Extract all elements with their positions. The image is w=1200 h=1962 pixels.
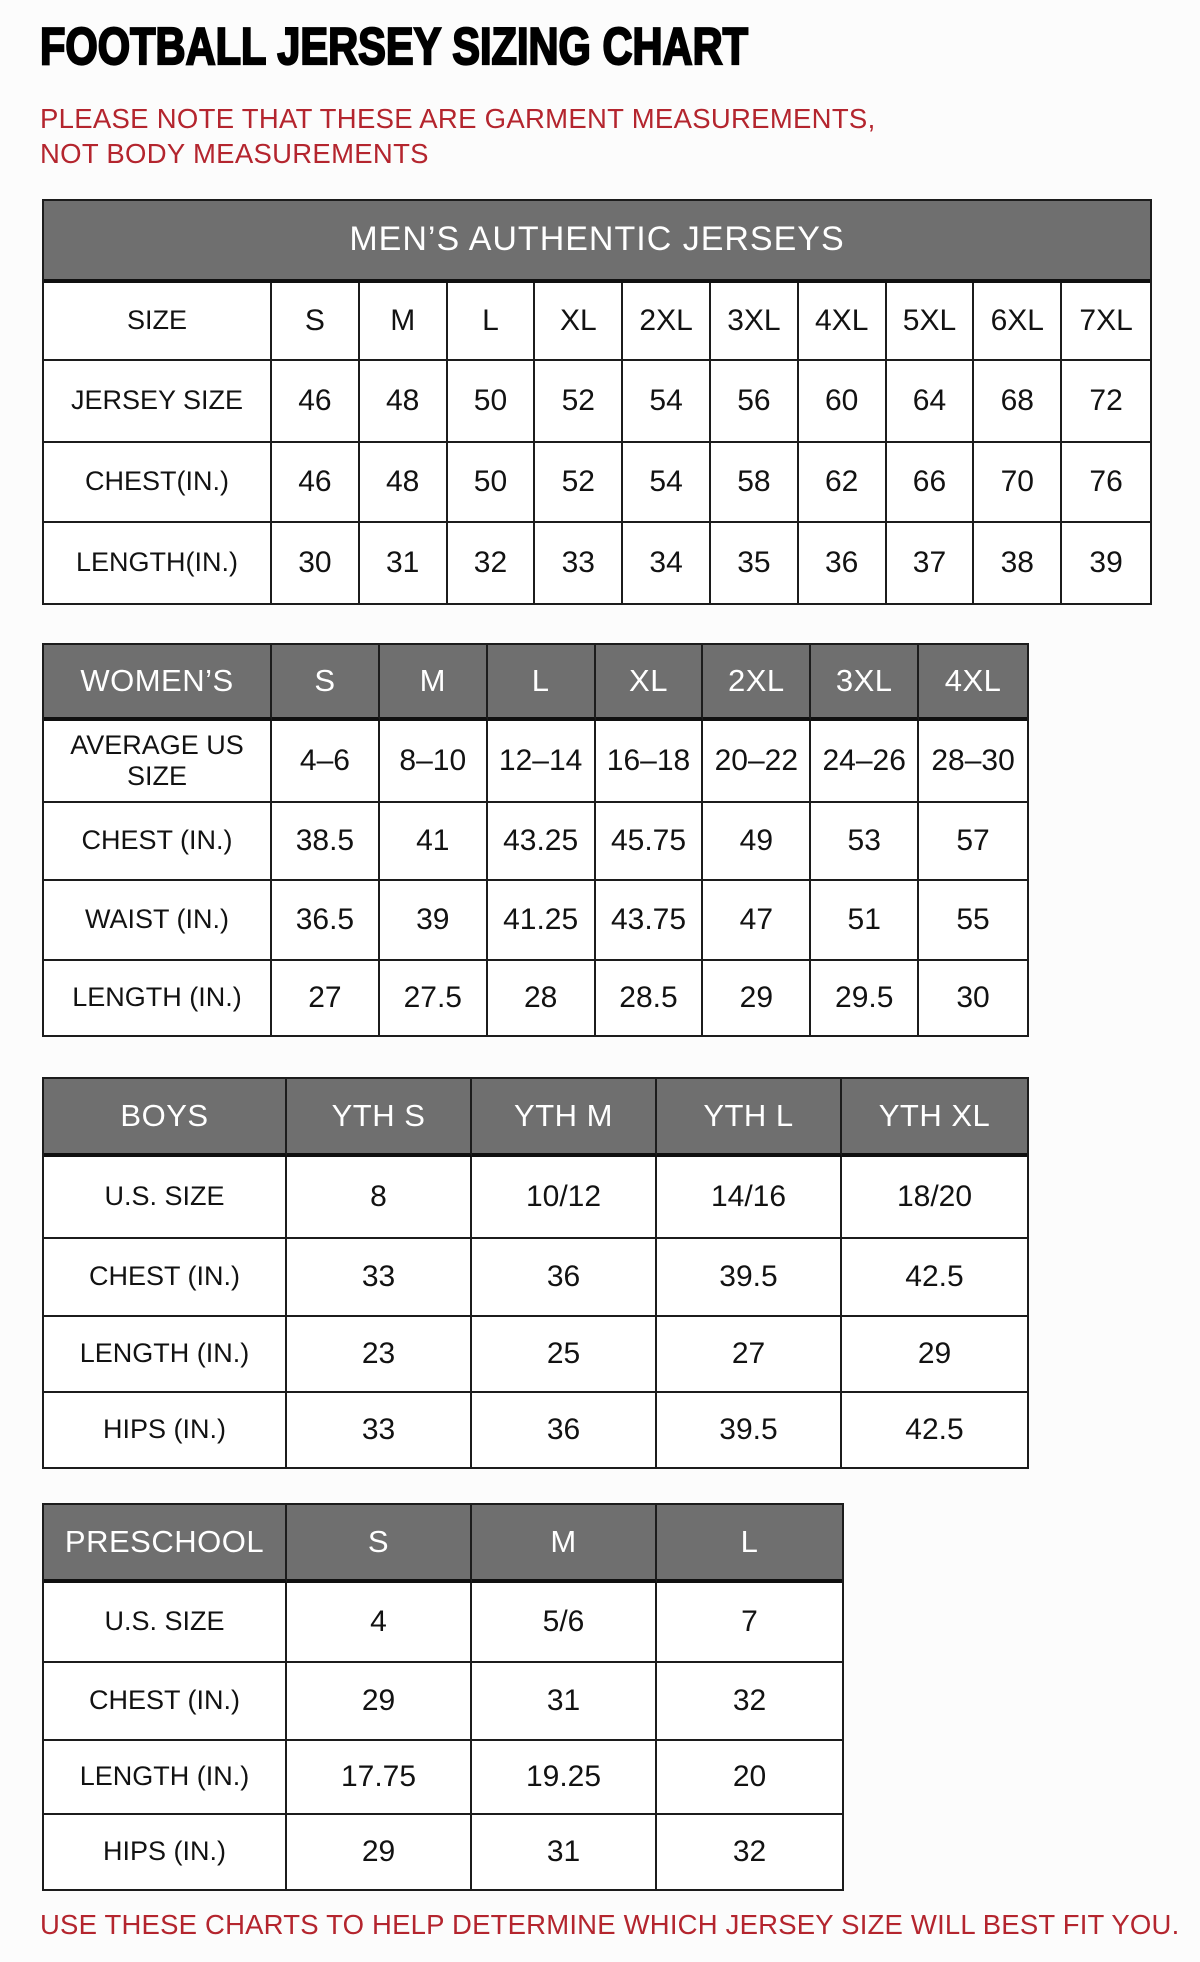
preschool-value-cell: 32 bbox=[657, 1663, 842, 1741]
mens-value-cell: 62 bbox=[799, 443, 887, 523]
boys-value-cell: 42.5 bbox=[842, 1393, 1027, 1467]
womens-value-cell: 29 bbox=[703, 961, 811, 1035]
boys-value-cell: 42.5 bbox=[842, 1239, 1027, 1317]
boys-value-cell: 39.5 bbox=[657, 1393, 842, 1467]
womens-column-header: L bbox=[488, 645, 596, 721]
preschool-column-header: S bbox=[287, 1505, 472, 1583]
womens-value-cell: 4–6 bbox=[272, 721, 380, 803]
mens-value-cell: 5XL bbox=[887, 283, 975, 361]
mens-value-cell: 64 bbox=[887, 361, 975, 443]
womens-value-cell: 43.75 bbox=[596, 881, 704, 961]
preschool-header-label: PRESCHOOL bbox=[44, 1505, 287, 1583]
mens-value-cell: 38 bbox=[974, 523, 1062, 603]
womens-row-label: AVERAGE US SIZE bbox=[44, 721, 272, 803]
mens-value-cell: 2XL bbox=[623, 283, 711, 361]
womens-value-cell: 12–14 bbox=[488, 721, 596, 803]
mens-value-cell: 31 bbox=[360, 523, 448, 603]
mens-value-cell: 52 bbox=[535, 361, 623, 443]
boys-size-table bbox=[42, 1077, 1029, 1469]
preschool-value-cell: 17.75 bbox=[287, 1741, 472, 1815]
womens-column-header: S bbox=[272, 645, 380, 721]
womens-column-header: XL bbox=[596, 645, 704, 721]
boys-column-header: YTH L bbox=[657, 1079, 842, 1157]
womens-value-cell: 41.25 bbox=[488, 881, 596, 961]
womens-size-table bbox=[42, 643, 1029, 1037]
womens-column-header: 4XL bbox=[919, 645, 1027, 721]
womens-value-cell: 38.5 bbox=[272, 803, 380, 881]
boys-value-cell: 25 bbox=[472, 1317, 657, 1393]
boys-value-cell: 8 bbox=[287, 1157, 472, 1239]
footer-note: USE THESE CHARTS TO HELP DETERMINE WHICH JERSEY SIZE WILL BEST FIT YOU. bbox=[40, 1908, 1180, 1940]
womens-column-header: 3XL bbox=[811, 645, 919, 721]
mens-value-cell: XL bbox=[535, 283, 623, 361]
boys-value-cell: 36 bbox=[472, 1239, 657, 1317]
preschool-row-label: HIPS (IN.) bbox=[44, 1815, 287, 1889]
womens-row-label: CHEST (IN.) bbox=[44, 803, 272, 881]
mens-value-cell: 36 bbox=[799, 523, 887, 603]
boys-value-cell: 36 bbox=[472, 1393, 657, 1467]
preschool-value-cell: 29 bbox=[287, 1663, 472, 1741]
preschool-value-cell: 19.25 bbox=[472, 1741, 657, 1815]
womens-row-label: LENGTH (IN.) bbox=[44, 961, 272, 1035]
boys-value-cell: 10/12 bbox=[472, 1157, 657, 1239]
womens-value-cell: 27.5 bbox=[380, 961, 488, 1035]
womens-value-cell: 28.5 bbox=[596, 961, 704, 1035]
mens-value-cell: 35 bbox=[711, 523, 799, 603]
boys-value-cell: 14/16 bbox=[657, 1157, 842, 1239]
mens-value-cell: 48 bbox=[360, 443, 448, 523]
womens-value-cell: 41 bbox=[380, 803, 488, 881]
womens-value-cell: 27 bbox=[272, 961, 380, 1035]
boys-value-cell: 18/20 bbox=[842, 1157, 1027, 1239]
preschool-size-table bbox=[42, 1503, 844, 1891]
boys-value-cell: 27 bbox=[657, 1317, 842, 1393]
preschool-value-cell: 29 bbox=[287, 1815, 472, 1889]
mens-value-cell: 30 bbox=[272, 523, 360, 603]
boys-row-label: CHEST (IN.) bbox=[44, 1239, 287, 1317]
womens-column-header: 2XL bbox=[703, 645, 811, 721]
boys-value-cell: 29 bbox=[842, 1317, 1027, 1393]
mens-value-cell: 60 bbox=[799, 361, 887, 443]
mens-size-table bbox=[42, 199, 1152, 605]
mens-value-cell: 54 bbox=[623, 443, 711, 523]
womens-value-cell: 20–22 bbox=[703, 721, 811, 803]
boys-value-cell: 33 bbox=[287, 1239, 472, 1317]
garment-measurement-note: PLEASE NOTE THAT THESE ARE GARMENT MEASUREMENTS, NOT BODY MEASUREMENTS bbox=[40, 102, 876, 169]
mens-value-cell: 70 bbox=[974, 443, 1062, 523]
womens-column-header: M bbox=[380, 645, 488, 721]
boys-row-label: HIPS (IN.) bbox=[44, 1393, 287, 1467]
womens-value-cell: 28–30 bbox=[919, 721, 1027, 803]
womens-header-label: WOMEN’S bbox=[44, 645, 272, 721]
tables bbox=[42, 199, 1200, 1891]
womens-value-cell: 43.25 bbox=[488, 803, 596, 881]
womens-value-cell: 57 bbox=[919, 803, 1027, 881]
womens-value-cell: 47 bbox=[703, 881, 811, 961]
womens-value-cell: 24–26 bbox=[811, 721, 919, 803]
mens-value-cell: 39 bbox=[1062, 523, 1150, 603]
mens-row-label: JERSEY SIZE bbox=[44, 361, 272, 443]
womens-value-cell: 49 bbox=[703, 803, 811, 881]
mens-value-cell: 72 bbox=[1062, 361, 1150, 443]
preschool-row-label: LENGTH (IN.) bbox=[44, 1741, 287, 1815]
mens-value-cell: 52 bbox=[535, 443, 623, 523]
mens-value-cell: 33 bbox=[535, 523, 623, 603]
womens-row-label: WAIST (IN.) bbox=[44, 881, 272, 961]
boys-column-header: YTH M bbox=[472, 1079, 657, 1157]
mens-value-cell: 6XL bbox=[974, 283, 1062, 361]
mens-value-cell: 56 bbox=[711, 361, 799, 443]
preschool-value-cell: 31 bbox=[472, 1663, 657, 1741]
preschool-value-cell: 4 bbox=[287, 1583, 472, 1663]
mens-value-cell: 46 bbox=[272, 443, 360, 523]
womens-value-cell: 16–18 bbox=[596, 721, 704, 803]
mens-value-cell: 7XL bbox=[1062, 283, 1150, 361]
mens-row-label: CHEST(IN.) bbox=[44, 443, 272, 523]
womens-value-cell: 39 bbox=[380, 881, 488, 961]
preschool-column-header: M bbox=[472, 1505, 657, 1583]
mens-value-cell: S bbox=[272, 283, 360, 361]
mens-value-cell: 34 bbox=[623, 523, 711, 603]
preschool-value-cell: 5/6 bbox=[472, 1583, 657, 1663]
mens-value-cell: 48 bbox=[360, 361, 448, 443]
mens-banner: MEN’S AUTHENTIC JERSEYS bbox=[44, 201, 1150, 283]
boys-row-label: LENGTH (IN.) bbox=[44, 1317, 287, 1393]
preschool-value-cell: 31 bbox=[472, 1815, 657, 1889]
mens-value-cell: 46 bbox=[272, 361, 360, 443]
womens-value-cell: 8–10 bbox=[380, 721, 488, 803]
boys-header-label: BOYS bbox=[44, 1079, 287, 1157]
page-title: FOOTBALL JERSEY SIZING CHART bbox=[40, 18, 749, 76]
boys-value-cell: 23 bbox=[287, 1317, 472, 1393]
sizing-chart-page bbox=[0, 20, 1200, 1962]
preschool-value-cell: 32 bbox=[657, 1815, 842, 1889]
boys-row-label: U.S. SIZE bbox=[44, 1157, 287, 1239]
mens-value-cell: 50 bbox=[448, 443, 536, 523]
preschool-row-label: U.S. SIZE bbox=[44, 1583, 287, 1663]
mens-value-cell: 54 bbox=[623, 361, 711, 443]
womens-value-cell: 53 bbox=[811, 803, 919, 881]
mens-value-cell: 66 bbox=[887, 443, 975, 523]
mens-value-cell: 4XL bbox=[799, 283, 887, 361]
mens-value-cell: L bbox=[448, 283, 536, 361]
mens-row-label: LENGTH(IN.) bbox=[44, 523, 272, 603]
mens-value-cell: 50 bbox=[448, 361, 536, 443]
boys-column-header: YTH XL bbox=[842, 1079, 1027, 1157]
preschool-column-header: L bbox=[657, 1505, 842, 1583]
mens-value-cell: 3XL bbox=[711, 283, 799, 361]
preschool-value-cell: 20 bbox=[657, 1741, 842, 1815]
mens-row-label: SIZE bbox=[44, 283, 272, 361]
womens-value-cell: 55 bbox=[919, 881, 1027, 961]
mens-value-cell: M bbox=[360, 283, 448, 361]
womens-value-cell: 30 bbox=[919, 961, 1027, 1035]
boys-value-cell: 39.5 bbox=[657, 1239, 842, 1317]
mens-value-cell: 32 bbox=[448, 523, 536, 603]
womens-value-cell: 45.75 bbox=[596, 803, 704, 881]
preschool-row-label: CHEST (IN.) bbox=[44, 1663, 287, 1741]
womens-value-cell: 29.5 bbox=[811, 961, 919, 1035]
preschool-value-cell: 7 bbox=[657, 1583, 842, 1663]
womens-value-cell: 36.5 bbox=[272, 881, 380, 961]
boys-column-header: YTH S bbox=[287, 1079, 472, 1157]
mens-value-cell: 58 bbox=[711, 443, 799, 523]
womens-value-cell: 28 bbox=[488, 961, 596, 1035]
mens-value-cell: 76 bbox=[1062, 443, 1150, 523]
boys-value-cell: 33 bbox=[287, 1393, 472, 1467]
womens-value-cell: 51 bbox=[811, 881, 919, 961]
mens-value-cell: 68 bbox=[974, 361, 1062, 443]
mens-value-cell: 37 bbox=[887, 523, 975, 603]
